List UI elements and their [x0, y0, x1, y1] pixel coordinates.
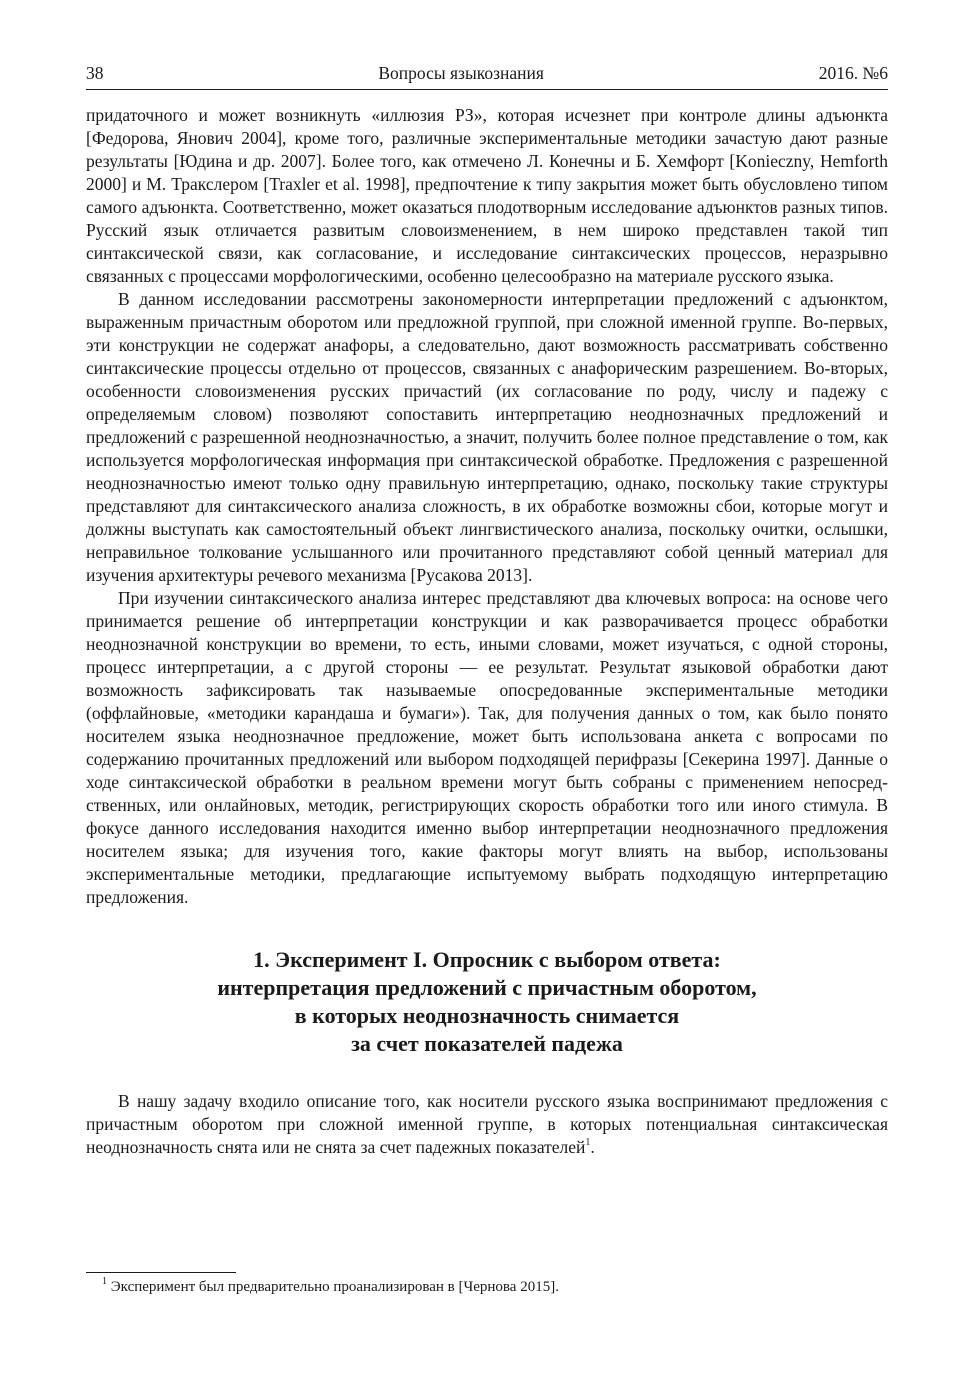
running-head	[86, 62, 888, 90]
paragraph-text: В нашу задачу входило описание того, как носители русского языка воспринимают предложения с причастным оборотом при сложной именной группе, в которых потенциальная синтаксическая неоднозначность снята или не снята за счет падежных показателей	[86, 1091, 888, 1157]
journal-page	[86, 62, 888, 1159]
paragraph: придаточного и может возникнуть «иллюзия РЗ», которая исчезнет при контроле длины адъюнкта [Федорова, Янович 2004], кроме того, различные экспериментальные методики зачастую дают разные результаты [Юдина и др. 2007]. Более того, как отмечено Л. Конечны и Б. Хемфорт [Konieczny, Hemforth 2000] и М. Тракслером [Traxler et al. 1998], предпочтение к типу закрытия может быть обусловлено типом самого адъюнкта. Соответственно, может оказаться плодотворным исследование адъюнктов разных типов. Русский язык отличается развитым словоизменением, в нем широко представлен такой тип синтаксической связи, как согласование, и исследование синтаксических процессов, неразрывно связанных с процессами морфологическими, особенно целесообразно на материале русского языка.	[86, 105, 888, 286]
footnote-divider	[86, 1272, 236, 1273]
section-heading	[86, 946, 888, 1058]
section-heading-line: 1. Эксперимент I. Опросник с выбором ответа:	[253, 947, 721, 972]
issue-number: 2016. №6	[818, 63, 888, 83]
section-heading-line: интерпретация предложений с причастным оборотом,	[217, 975, 757, 1000]
footnote	[86, 1278, 888, 1297]
page-number: 38	[86, 63, 104, 83]
paragraph: В нашу задачу входило описание того, как носители русского языка воспринимают предложения с причастным оборотом при сложной именной группе, в которых потенциальная синтаксическая неоднозначность снята или не снята за счет падежных показателей$^1$.	[86, 1091, 888, 1157]
footnote-mark: 1	[102, 1276, 107, 1287]
paragraph: В данном исследовании рассмотрены закономерности интерпретации предложений с адъюнктом, выраженным причастным оборотом или предложной группой, при сложной именной группе. Во-первых, эти конструкции не содержат анафоры, а следовательно, дают возможность рассматривать собственно синтаксические процессы отдельно от процессов, связанных с анафорическим разрешением. Во-вторых, особенности словоизменения русских причастий (их согласование по роду, числу и падежу с определяемым словом) позволяют сопоставить интерпретацию неоднозначных предложений и предложений с разрешенной неоднозначностью, а значит, получить более полное представление о том, как используется морфологическая информация при синтаксической обработке. Предложения с разрешенной неоднозначностью имеют только одну правильную интерпретацию, однако, поскольку такие структуры представляют для синтаксического анализа сложность, в их обработке возможны сбои, которые могут и должны выступать как самостоятельный объект лингвистического анализа, поскольку очитки, ослышки, неправильное толкование услышанного или прочитанного представляют собой ценный материал для изучения архитектуры речевого механизма [Русакова 2013].	[86, 289, 888, 585]
journal-title: Вопросы языкознания	[378, 63, 544, 83]
section-heading-line: в которых неоднозначность снимается	[294, 1003, 680, 1028]
footnote-text: Эксперимент был предварительно проанализирован в [Чернова 2015].	[110, 1279, 559, 1295]
footnote-reference[interactable]: 1	[585, 1137, 591, 1149]
body-text	[86, 104, 888, 909]
section-body	[86, 1090, 888, 1159]
paragraph: При изучении синтаксического анализа интерес представляют два ключевых вопроса: на основе чего принимается решение об интерпретации конструкции и как разворачивается процесс обработки неоднозначной конструкции во времени, то есть, иными словами, может изучаться, с одной стороны, процесс интерпретации, а с другой стороны — ее результат. Результат языковой обработки дают возможность зафиксировать так называемые опосредованные экспериментальные методики (оффлайновые, «методики карандаша и бумаги»). Так, для получения данных о том, как было понято носителем языка неоднозначное предложение, может быть использована анкета с вопросами по содержанию прочитанных предложений или выбором подходящей перифразы [Секерина 1997]. Данные о ходе синтаксической обработки в реальном времени могут быть собраны с применением непосредственных, или онлайновых, методик, регистрирующих скорость обработки того или иного стимула. В фокусе данного исследования находится именно выбор интерпретации неоднозначного предложения носителем языка; для изучения того, какие факторы могут влиять на выбор, использованы экспериментальные методики, предлагающие испытуемому выбрать подходящую интерпретацию предложения.	[86, 588, 888, 907]
section-heading-line: за счет показателей падежа	[351, 1031, 623, 1056]
